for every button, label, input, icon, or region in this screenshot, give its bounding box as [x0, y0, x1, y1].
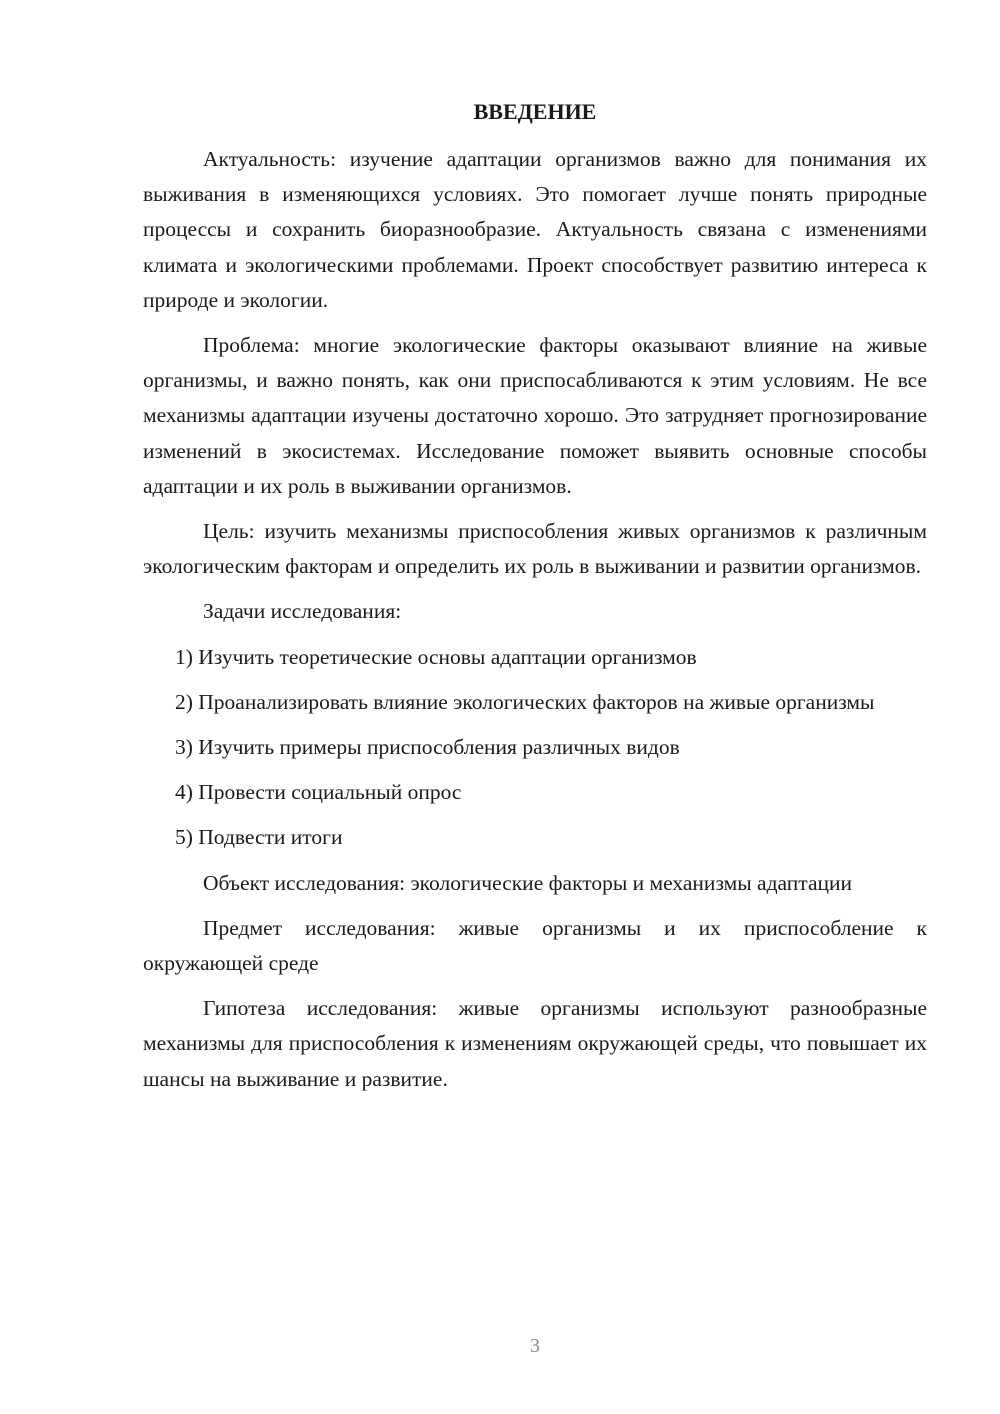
- paragraph-hypothesis: Гипотеза исследования: живые организмы используют разнообразные механизмы для приспособления к изменениям окружающей среды, что повышает их шансы на выживание и развитие.: [143, 996, 927, 1091]
- paragraph-relevance: Актуальность: изучение адаптации организмов важно для понимания их выживания в изменяющихся условиях. Это помогает лучше понять природные процессы и сохранить биоразнообразие. Актуальность связана с изменениями климата и экологическими проблемами. Проект способствует развитию интереса к природе и экологии.: [143, 147, 927, 312]
- paragraph-subject: Предмет исследования: живые организмы и их приспособление к окружающей среде: [143, 915, 927, 976]
- task-item-2: 2) Проанализировать влияние экологических факторов на живые организмы: [175, 689, 875, 714]
- page-number: 3: [530, 1335, 540, 1357]
- document-page: [143, 0, 927, 1414]
- task-item-1: 1) Изучить теоретические основы адаптации организмов: [175, 644, 697, 669]
- document-body: [143, 142, 927, 1107]
- page-title: ВВЕДЕНИЕ: [473, 99, 597, 124]
- paragraph-goal: Цель: изучить механизмы приспособления живых организмов к различным экологическим факторам и определить их роль в выживании и развитии организмов.: [143, 519, 927, 579]
- paragraph-object: Объект исследования: экологические факторы и механизмы адаптации: [203, 870, 853, 895]
- task-item-4: 4) Провести социальный опрос: [175, 780, 462, 805]
- task-item-5: 5) Подвести итоги: [175, 825, 343, 850]
- paragraph-problem: Проблема: многие экологические факторы оказывают влияние на живые организмы, и важно понять, как они приспосабливаются к этим условиям. Не все механизмы адаптации изучены достаточно хорошо. Это затрудняет прогнозирование изменений в экосистемах. Исследование поможет выявить основные способы адаптации и их роль в выживании организмов.: [143, 333, 927, 498]
- task-item-3: 3) Изучить примеры приспособления различных видов: [175, 735, 680, 760]
- paragraph-tasks-heading: Задачи исследования:: [203, 599, 402, 624]
